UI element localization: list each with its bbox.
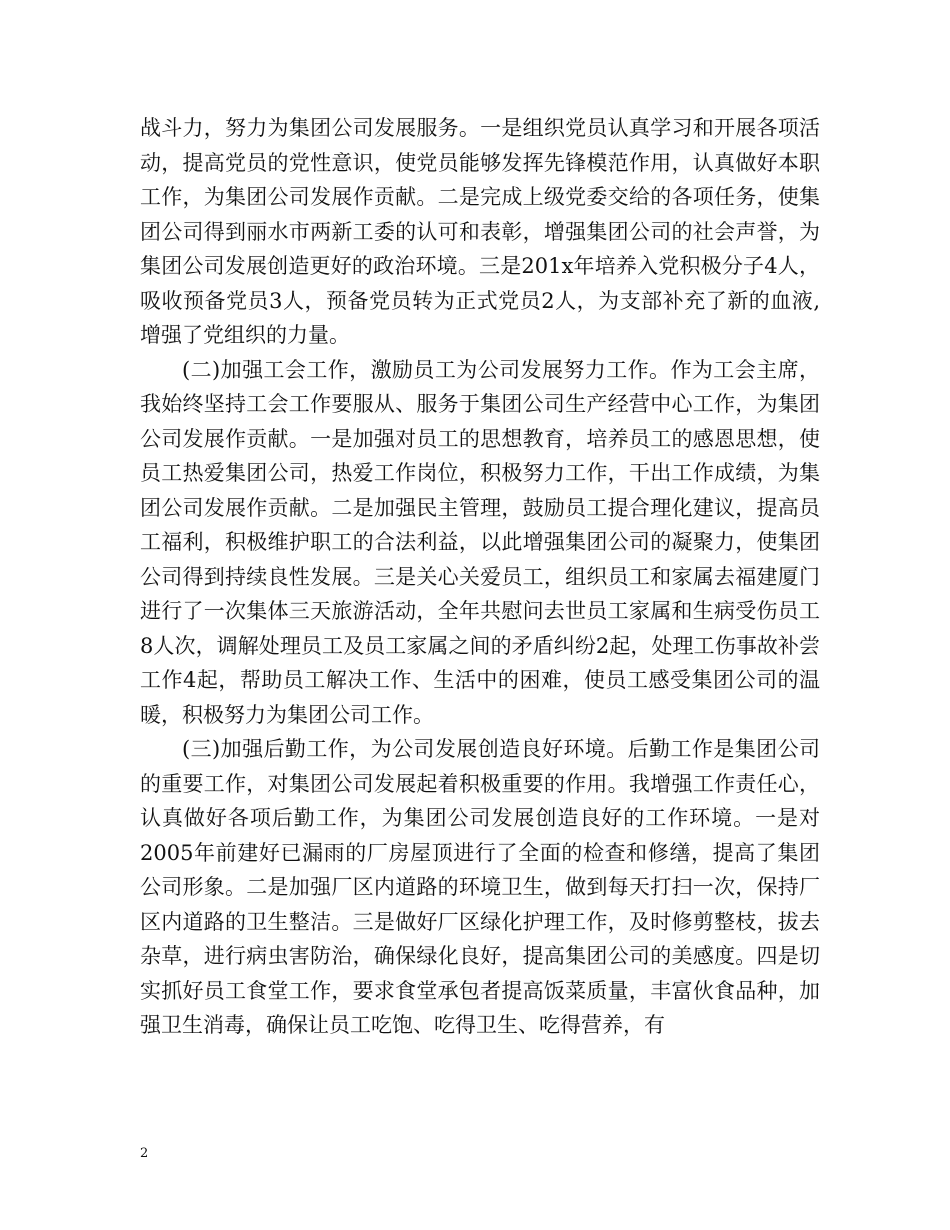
paragraph-logistics-work: (三)加强后勤工作，为公司发展创造良好环境。后勤工作是集团公司的重要工作，对集团公司发展起着积极重要的作用。我增强工作责任心，认真做好各项后勤工作，为集团公司发展创造良好的工作环境。一是对2005年前建好已漏雨的厂房屋顶进行了全面的检查和修缮，提高了集团公司形象。二是加强厂区内道路的环境卫生，做到每天打扫一次，保持厂区内道路的卫生整洁。三是做好厂区绿化护理工作，及时修剪整枝，拔去杂草，进行病虫害防治，确保绿化良好，提高集团公司的美感度。四是切实抓好员工食堂工作，要求食堂承包者提高饭菜质量，丰富伙食品种，加强卫生消毒，确保让员工吃饱、吃得卫生、吃得营养，有 <box>140 737 820 1037</box>
page-number: 2 <box>140 1146 149 1161</box>
document-body <box>140 111 820 1043</box>
paragraph-union-work: (二)加强工会工作，激励员工为公司发展努力工作。作为工会主席，我始终坚持工会工作要服从、服务于集团公司生产经营中心工作，为集团公司发展作贡献。一是加强对员工的思想教育，培养员工的感恩思想，使员工热爱集团公司，热爱工作岗位，积极努力工作，干出工作成绩，为集团公司发展作贡献。二是加强民主管理，鼓励员工提合理化建议，提高员工福利，积极维护职工的合法利益，以此增强集团公司的凝聚力，使集团公司得到持续良性发展。三是关心关爱员工，组织员工和家属去福建厦门进行了一次集体三天旅游活动，全年共慰问去世员工家属和生病受伤员工8人次，调解处理员工及员工家属之间的矛盾纠纷2起，处理工伤事故补尝工作4起，帮助员工解决工作、生活中的困难，使员工感受集团公司的温暖，积极努力为集团公司工作。 <box>140 357 820 727</box>
paragraph-party-work-continuation: 战斗力，努力为集团公司发展服务。一是组织党员认真学习和开展各项活动，提高党员的党性意识，使党员能够发挥先锋模范作用，认真做好本职工作，为集团公司发展作贡献。二是完成上级党委交给的各项任务，使集团公司得到丽水市两新工委的认可和表彰，增强集团公司的社会声誉，为集团公司发展创造更好的政治环境。三是201x年培养入党积极分子4人，吸收预备党员3人，预备党员转为正式党员2人，为支部补充了新的血液,增强了党组织的力量。 <box>140 116 820 347</box>
